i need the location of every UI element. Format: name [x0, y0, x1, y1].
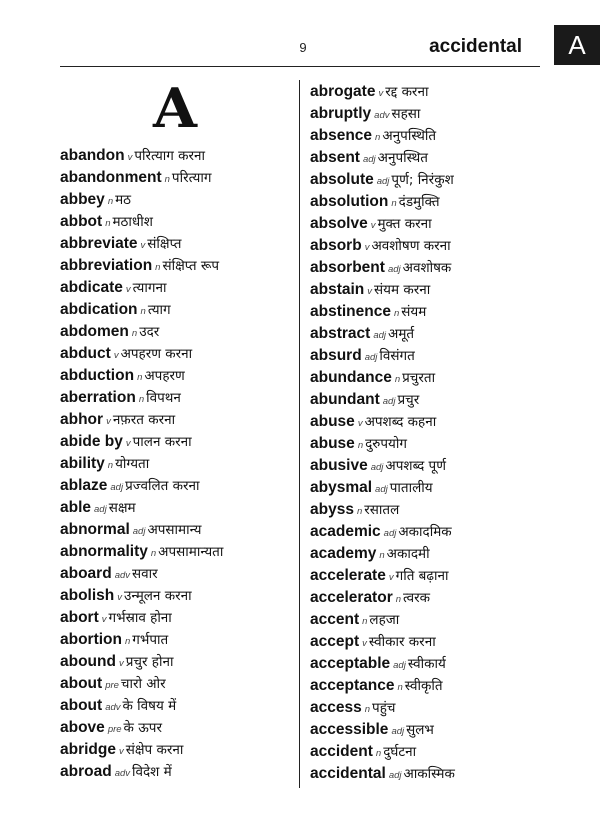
dictionary-entry	[60, 342, 223, 364]
headword: abyss	[310, 501, 354, 518]
part-of-speech: adj	[375, 484, 388, 495]
headword: abrogate	[310, 83, 376, 100]
dictionary-entry	[310, 124, 455, 146]
part-of-speech: n	[138, 394, 145, 405]
part-of-speech: adj	[383, 528, 397, 539]
part-of-speech: v	[101, 614, 107, 625]
definition: पातालीय	[389, 480, 433, 496]
definition: स्वीकृति	[404, 678, 443, 694]
part-of-speech: n	[356, 506, 363, 517]
definition: त्याग	[147, 302, 171, 318]
part-of-speech: n	[140, 306, 146, 317]
definition: आकस्मिक	[403, 766, 455, 782]
dictionary-entry	[310, 234, 455, 256]
part-of-speech: n	[107, 196, 114, 207]
part-of-speech: n	[137, 372, 143, 383]
headword: abandon	[60, 147, 125, 164]
headword: absorbent	[310, 259, 385, 276]
part-of-speech: v	[378, 88, 384, 99]
dictionary-entry	[310, 520, 455, 542]
definition: परित्याग	[171, 170, 212, 186]
headword: abdication	[60, 301, 138, 318]
part-of-speech: adv	[105, 702, 121, 713]
headword: accidental	[310, 765, 386, 782]
part-of-speech: n	[391, 198, 397, 209]
definition: संयम करना	[374, 282, 431, 298]
definition: अनुपस्थित	[377, 150, 428, 166]
definition: त्यागना	[132, 280, 167, 296]
headword: accelerator	[310, 589, 393, 606]
dictionary-entry	[60, 518, 223, 540]
headword: abuse	[310, 435, 355, 452]
headword: abound	[60, 653, 116, 670]
definition: अपहरण करना	[120, 346, 193, 362]
part-of-speech: n	[357, 440, 364, 451]
dictionary-entry	[60, 474, 223, 496]
dictionary-entry	[60, 672, 223, 694]
dictionary-entry	[60, 540, 223, 562]
dictionary-entry	[310, 674, 455, 696]
definition: संयम	[401, 304, 427, 320]
headword: accelerate	[310, 567, 386, 584]
definition: अपसामान्य	[147, 522, 202, 538]
part-of-speech: v	[118, 746, 124, 757]
dictionary-entry	[310, 366, 455, 388]
definition: विसंगत	[379, 348, 415, 364]
part-of-speech: v	[125, 284, 131, 295]
definition: पहुंच	[372, 700, 396, 716]
headword: access	[310, 699, 362, 716]
headword: abstinence	[310, 303, 391, 320]
headword: abhor	[60, 411, 104, 428]
part-of-speech: v	[140, 240, 146, 251]
dictionary-entry	[60, 166, 223, 188]
section-letter: A	[152, 76, 198, 140]
headword: ability	[60, 455, 105, 472]
part-of-speech: v	[125, 438, 131, 449]
headword: above	[60, 719, 105, 736]
part-of-speech: pre	[107, 724, 122, 735]
headword: accent	[310, 611, 360, 628]
part-of-speech: n	[397, 682, 403, 693]
definition: नफ़रत करना	[112, 412, 176, 428]
headword: aberration	[60, 389, 136, 406]
part-of-speech: n	[379, 550, 385, 561]
headword: about	[60, 697, 103, 714]
headword: absolve	[310, 215, 368, 232]
part-of-speech: adv	[114, 570, 131, 581]
part-of-speech: adj	[132, 526, 146, 537]
page-number: 9	[299, 40, 307, 55]
part-of-speech: adv	[114, 768, 131, 779]
dictionary-entry	[60, 694, 223, 716]
definition: संक्षेप करना	[125, 742, 184, 758]
part-of-speech: v	[127, 152, 133, 163]
definition: प्रचुरता	[402, 370, 436, 386]
dictionary-entry	[310, 388, 455, 410]
part-of-speech: adj	[393, 660, 406, 671]
dictionary-entry	[310, 762, 455, 784]
dictionary-entry	[60, 430, 223, 452]
part-of-speech: v	[117, 592, 123, 603]
dictionary-entry	[60, 408, 223, 430]
dictionary-entry	[60, 650, 223, 672]
dictionary-entry	[60, 320, 223, 342]
headword: absurd	[310, 347, 362, 364]
left-column	[60, 144, 223, 782]
part-of-speech: adj	[387, 264, 401, 275]
headword: absolution	[310, 193, 389, 210]
part-of-speech: adj	[376, 176, 390, 187]
column-divider	[299, 80, 300, 788]
part-of-speech: adv	[374, 110, 390, 121]
definition: सक्षम	[108, 500, 136, 516]
dictionary-entry	[310, 278, 455, 300]
headword: abandonment	[60, 169, 162, 186]
part-of-speech: v	[113, 350, 119, 361]
headword: abstain	[310, 281, 365, 298]
headword: abnormality	[60, 543, 148, 560]
dictionary-entry	[60, 188, 223, 210]
headword: abstract	[310, 325, 371, 342]
dictionary-entry	[60, 386, 223, 408]
definition: रसातल	[364, 502, 400, 518]
headword: able	[60, 499, 92, 516]
dictionary-entry	[60, 606, 223, 628]
definition: गति बढ़ाना	[395, 568, 449, 584]
headword: abundance	[310, 369, 392, 386]
dictionary-entry	[310, 80, 455, 102]
headword: abundant	[310, 391, 380, 408]
dictionary-entry	[310, 322, 455, 344]
part-of-speech: v	[370, 220, 376, 231]
headword: abroad	[60, 763, 112, 780]
part-of-speech: v	[357, 418, 363, 429]
part-of-speech: n	[125, 636, 131, 647]
definition: अपशब्द पूर्ण	[385, 458, 446, 474]
dictionary-entry	[60, 496, 223, 518]
definition: त्वरक	[403, 590, 431, 606]
dictionary-entry	[60, 254, 223, 276]
part-of-speech: n	[393, 308, 400, 319]
part-of-speech: n	[164, 174, 170, 185]
headword: absorb	[310, 237, 362, 254]
part-of-speech: v	[367, 286, 373, 297]
definition: विपथन	[146, 390, 181, 406]
headword: absent	[310, 149, 360, 166]
part-of-speech: n	[107, 460, 114, 471]
definition: स्वीकार्य	[407, 656, 446, 672]
headword: about	[60, 675, 103, 692]
part-of-speech: adj	[362, 154, 376, 165]
dictionary-entry	[310, 696, 455, 718]
headword: ablaze	[60, 477, 108, 494]
definition: पालन करना	[132, 434, 192, 450]
dictionary-entry	[310, 740, 455, 762]
dictionary-entry	[310, 168, 455, 190]
dictionary-entry	[310, 190, 455, 212]
dictionary-entry	[60, 584, 223, 606]
definition: संक्षिप्त रूप	[162, 258, 220, 274]
part-of-speech: n	[364, 704, 371, 715]
definition: अमूर्त	[388, 326, 415, 342]
definition: अकादमिक	[398, 524, 452, 540]
definition: गर्भपात	[132, 632, 169, 648]
part-of-speech: v	[106, 416, 111, 427]
dictionary-entry	[60, 562, 223, 584]
part-of-speech: v	[362, 638, 367, 649]
dictionary-entry	[60, 298, 223, 320]
part-of-speech: n	[150, 548, 157, 559]
dictionary-entry	[60, 276, 223, 298]
header-rule	[60, 66, 540, 67]
definition: मुक्त करना	[377, 216, 432, 232]
headword: abortion	[60, 631, 122, 648]
dictionary-entry	[60, 628, 223, 650]
dictionary-entry	[310, 344, 455, 366]
definition: प्रज्वलित करना	[125, 478, 200, 494]
headword: academy	[310, 545, 377, 562]
definition: गर्भस्राव होना	[108, 610, 172, 626]
dictionary-entry	[310, 256, 455, 278]
headword: accident	[310, 743, 373, 760]
definition: सवार	[132, 566, 158, 582]
definition: चारो ओर	[120, 676, 166, 692]
definition: मठाधीश	[112, 214, 153, 230]
dictionary-entry	[310, 212, 455, 234]
headword: acceptance	[310, 677, 395, 694]
definition: प्रचुर होना	[125, 654, 174, 670]
definition: स्वीकार करना	[368, 634, 436, 650]
dictionary-entry	[310, 718, 455, 740]
headword: abusive	[310, 457, 368, 474]
definition: के ऊपर	[123, 720, 162, 736]
dictionary-entry	[60, 144, 223, 166]
part-of-speech: adj	[370, 462, 384, 473]
definition: सुलभ	[406, 722, 434, 738]
part-of-speech: n	[131, 328, 138, 339]
headword: abdicate	[60, 279, 123, 296]
part-of-speech: v	[364, 242, 370, 253]
definition: अपहरण	[144, 368, 185, 384]
headword: abide by	[60, 433, 123, 450]
dictionary-entry	[310, 542, 455, 564]
headword: abort	[60, 609, 99, 626]
part-of-speech: v	[118, 658, 124, 669]
definition: मठ	[115, 192, 132, 208]
headword: abruptly	[310, 105, 372, 122]
part-of-speech: v	[388, 572, 394, 583]
headword: abnormal	[60, 521, 130, 538]
definition: अवशोषक	[402, 260, 452, 276]
part-of-speech: n	[105, 218, 111, 229]
dictionary-entry	[310, 498, 455, 520]
dictionary-entry	[310, 608, 455, 630]
headword: aboard	[60, 565, 112, 582]
headword: accept	[310, 633, 360, 650]
definition: अपसामान्यता	[158, 544, 224, 560]
dictionary-entry	[310, 586, 455, 608]
headword: abuse	[310, 413, 355, 430]
dictionary-entry	[310, 432, 455, 454]
definition: अपशब्द कहना	[364, 414, 437, 430]
dictionary-entry	[60, 716, 223, 738]
definition: के विषय में	[122, 698, 177, 714]
dictionary-entry	[310, 564, 455, 586]
letter-tab: A	[554, 25, 600, 65]
definition: उदर	[139, 324, 160, 340]
headword: accessible	[310, 721, 389, 738]
part-of-speech: adj	[388, 770, 402, 781]
part-of-speech: adj	[364, 352, 378, 363]
headword: abbreviation	[60, 257, 153, 274]
part-of-speech: adj	[382, 396, 396, 407]
definition: लहजा	[369, 612, 400, 628]
headword: abduction	[60, 367, 135, 384]
definition: रद्द करना	[385, 84, 429, 100]
part-of-speech: n	[375, 132, 381, 143]
headword: academic	[310, 523, 381, 540]
running-head: accidental	[429, 36, 522, 57]
part-of-speech: adj	[110, 482, 124, 493]
definition: अकादमी	[386, 546, 430, 562]
headword: abridge	[60, 741, 116, 758]
dictionary-entry	[310, 652, 455, 674]
right-column	[310, 80, 455, 784]
dictionary-entry	[60, 364, 223, 386]
definition: उन्मूलन करना	[124, 588, 192, 604]
headword: absolute	[310, 171, 374, 188]
dictionary-entry	[60, 760, 223, 782]
part-of-speech: n	[155, 262, 161, 273]
definition: दुरुपयोग	[365, 436, 407, 452]
part-of-speech: adj	[373, 330, 386, 341]
definition: प्रचुर	[397, 392, 420, 408]
definition: पूर्ण; निरंकुश	[391, 172, 454, 188]
headword: abbey	[60, 191, 105, 208]
part-of-speech: n	[375, 748, 382, 759]
part-of-speech: n	[395, 594, 402, 605]
definition: योग्यता	[115, 456, 150, 472]
definition: दंडमुक्ति	[398, 194, 440, 210]
part-of-speech: adj	[391, 726, 405, 737]
definition: दुर्घटना	[383, 744, 417, 760]
part-of-speech: adj	[94, 504, 107, 515]
definition: संक्षिप्त	[147, 236, 182, 252]
headword: abolish	[60, 587, 115, 604]
headword: abbot	[60, 213, 103, 230]
headword: abduct	[60, 345, 111, 362]
dictionary-entry	[60, 452, 223, 474]
headword: abbreviate	[60, 235, 138, 252]
part-of-speech: n	[394, 374, 401, 385]
dictionary-entry	[60, 232, 223, 254]
dictionary-entry	[310, 146, 455, 168]
dictionary-entry	[310, 300, 455, 322]
dictionary-entry	[310, 454, 455, 476]
dictionary-entry	[310, 630, 455, 652]
dictionary-entry	[310, 102, 455, 124]
part-of-speech: pre	[105, 680, 119, 691]
dictionary-entry	[310, 476, 455, 498]
definition: विदेश में	[132, 764, 172, 780]
headword: absence	[310, 127, 373, 144]
headword: abdomen	[60, 323, 129, 340]
headword: abysmal	[310, 479, 373, 496]
headword: acceptable	[310, 655, 391, 672]
dictionary-entry	[310, 410, 455, 432]
dictionary-entry	[60, 210, 223, 232]
dictionary-entry	[60, 738, 223, 760]
definition: अनुपस्थिति	[382, 128, 437, 144]
part-of-speech: n	[362, 616, 368, 627]
definition: अवशोषण करना	[371, 238, 451, 254]
definition: सहसा	[391, 106, 421, 122]
definition: परित्याग करना	[134, 148, 206, 164]
